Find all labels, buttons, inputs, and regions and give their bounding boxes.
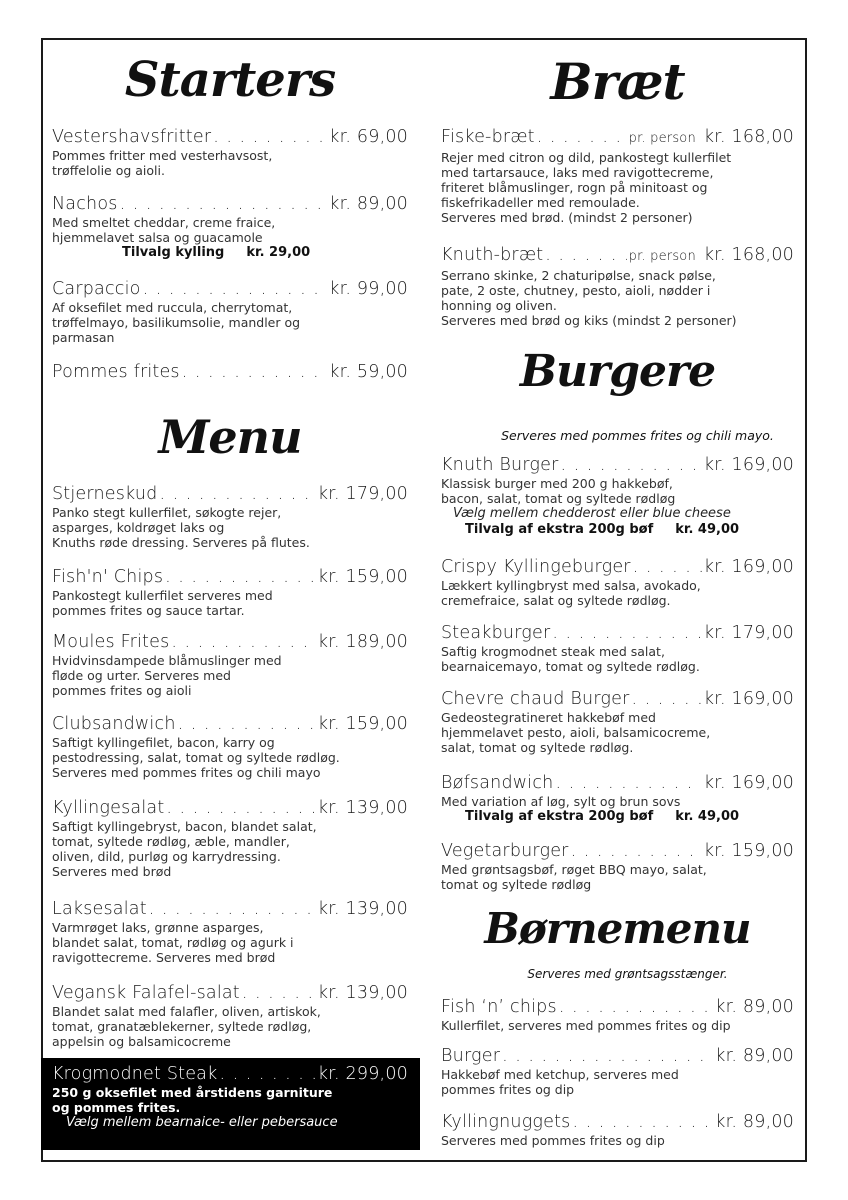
item-price: kr. 159,00 — [703, 841, 794, 861]
heading-starters: Starters — [124, 52, 336, 108]
menu-item — [52, 714, 408, 780]
leader-dots — [545, 245, 626, 265]
item-name: Moules Frites — [52, 632, 170, 652]
item-description: Gedeostegratineret hakkebøf med hjemmelavet pesto, aioli, balsamicocreme, salat, tomat og syltede rødløg. — [441, 710, 711, 755]
per-person-label: pr. person — [628, 131, 696, 146]
item-name: Carpaccio — [52, 279, 141, 299]
item-description: Pankostegt kullerfilet serveres med pommes frites og sauce tartar. — [52, 588, 273, 618]
item-description: Blandet salat med falafler, oliven, artiskok, tomat, granatæblekerner, syltede rødløg, appelsin og balsamicocreme — [52, 1004, 321, 1049]
leader-dots — [213, 127, 327, 147]
leader-dots — [559, 997, 713, 1017]
item-name: Crispy Kyllingeburger — [441, 557, 631, 577]
item-name: Krogmodnet Steak — [52, 1064, 218, 1084]
item-price: kr. 89,00 — [329, 194, 408, 214]
menu-item — [441, 127, 794, 225]
leader-dots — [560, 455, 701, 475]
leader-dots — [537, 127, 627, 147]
item-description: Panko stegt kullerfilet, søkogte rejer, asparges, koldrøget laks og Knuths røde dressing. Serveres på flutes. — [52, 505, 310, 550]
item-price: kr. 169,00 — [703, 557, 794, 577]
leader-dots — [165, 567, 316, 587]
item-description: Klassisk burger med 200 g hakkebøf, bacon, salat, tomat og syltede rødløg — [441, 476, 676, 506]
item-price: kr. 159,00 — [317, 714, 408, 734]
leader-dots — [178, 714, 316, 734]
item-description: Varmrøget laks, grønne asparges, blandet salat, tomat, rødløg og agurk i ravigottecreme. Serveres med brød — [52, 920, 294, 965]
item-name: Steakburger — [441, 623, 551, 643]
item-price: kr. 169,00 — [703, 689, 794, 709]
item-description: Hvidvinsdampede blåmuslinger med fløde og urter. Serveres med pommes frites og aioli — [52, 653, 282, 698]
item-addon: Tilvalg af ekstra 200g bøf kr. 49,00 — [465, 522, 740, 537]
leader-dots — [149, 899, 316, 919]
leader-dots — [502, 1046, 713, 1066]
item-price: kr. 169,00 — [703, 773, 794, 793]
cheese-note: Vælg mellem chedderost eller blue cheese — [453, 506, 731, 521]
menu-item — [441, 1112, 794, 1148]
item-name: Pommes frites — [52, 362, 180, 382]
item-name: Knuth-bræt — [441, 245, 544, 265]
item-name: Vestershavsfritter — [52, 127, 212, 147]
heading-braet: Bræt — [550, 52, 685, 111]
item-price: kr. 99,00 — [329, 279, 408, 299]
menu-item — [52, 798, 408, 879]
item-addon: Tilvalg kylling kr. 29,00 — [122, 245, 311, 260]
item-name: Kyllingesalat — [52, 798, 165, 818]
item-name: Vegetarburger — [441, 841, 569, 861]
item-price: kr. 89,00 — [715, 1112, 794, 1132]
leader-dots — [555, 773, 701, 793]
item-price: kr. 139,00 — [317, 983, 408, 1003]
item-price: kr. 189,00 — [317, 632, 408, 652]
heading-bornemenu: Børnemenu — [484, 904, 751, 953]
heading-burgere: Burgere — [519, 346, 716, 397]
leader-dots — [631, 689, 701, 709]
menu-item — [441, 841, 794, 892]
item-description: Hakkebøf med ketchup, serveres med pommes frites og dip — [441, 1067, 679, 1097]
leader-dots — [552, 623, 702, 643]
item-name: Vegansk Falafel-salat — [52, 983, 240, 1003]
item-description: Rejer med citron og dild, pankostegt kullerfilet med tartarsauce, laks med ravigottecreme, friteret blåmuslinger, rogn på minitoast og fiskefrikadeller med remoulade. Serveres med brød. (mindst 2 personer) — [441, 150, 732, 225]
item-description: Saftigt kyllingebryst, bacon, blandet salat, tomat, syltede rødløg, æble, mandler, oliven, dild, purløg og karrydressing. Serveres med brød — [52, 819, 317, 879]
item-price: kr. 89,00 — [715, 1046, 794, 1066]
item-description: Kullerfilet, serveres med pommes frites og dip — [441, 1018, 731, 1033]
menu-item — [441, 455, 794, 538]
menu-item — [52, 194, 408, 261]
menu-item — [52, 899, 408, 965]
menu-item — [441, 689, 794, 755]
leader-dots — [159, 484, 315, 504]
item-name: Kyllingnuggets — [441, 1112, 571, 1132]
item-price: kr. 169,00 — [703, 455, 794, 475]
leader-dots — [120, 194, 328, 214]
item-description: 250 g oksefilet med årstidens garniture og pommes frites. — [52, 1085, 333, 1115]
menu-item — [441, 245, 794, 328]
item-name: Bøfsandwich — [441, 773, 554, 793]
item-name: Burger — [441, 1046, 501, 1066]
item-description: Med grøntsagsbøf, røget BBQ mayo, salat, tomat og syltede rødløg — [441, 862, 707, 892]
item-name: Fiske-bræt — [441, 127, 535, 147]
item-price: kr. 179,00 — [703, 623, 794, 643]
heading-menu: Menu — [158, 410, 302, 464]
item-description: Pommes fritter med vesterhavsost, trøffelolie og aioli. — [52, 148, 273, 178]
leader-dots — [171, 632, 316, 652]
item-price: kr. 299,00 — [317, 1064, 408, 1084]
item-name: Fish'n' Chips — [52, 567, 164, 587]
item-price: kr. 159,00 — [317, 567, 408, 587]
bornemenu-note: Serveres med grøntsagsstænger. — [527, 967, 728, 981]
menu-item — [52, 279, 408, 345]
leader-dots — [242, 983, 316, 1003]
item-description: Med smeltet cheddar, creme fraice, hjemmelavet salsa og guacamole — [52, 215, 276, 245]
item-description: Saftig krogmodnet steak med salat, bearnaicemayo, tomat og syltede rødløg. — [441, 644, 700, 674]
item-description: Af oksefilet med ruccula, cherrytomat, trøffelmayo, basilikumsolie, mandler og parmasan — [52, 300, 301, 345]
item-price: kr. 59,00 — [329, 362, 408, 382]
item-price: kr. 168,00 — [703, 245, 794, 265]
leader-dots — [571, 841, 702, 861]
item-price: kr. 168,00 — [703, 127, 794, 147]
item-price: kr. 69,00 — [329, 127, 408, 147]
item-description: Serveres med pommes frites og dip — [441, 1133, 665, 1148]
leader-dots — [219, 1064, 315, 1084]
menu-item — [52, 983, 408, 1049]
leader-dots — [572, 1112, 713, 1132]
menu-item — [52, 632, 408, 698]
menu-item — [441, 623, 794, 674]
item-name: Clubsandwich — [52, 714, 176, 734]
menu-item — [52, 127, 408, 178]
item-price: kr. 89,00 — [715, 997, 794, 1017]
leader-dots — [143, 279, 328, 299]
item-name: Stjerneskud — [52, 484, 158, 504]
item-price: kr. 139,00 — [317, 899, 408, 919]
item-name: Chevre chaud Burger — [441, 689, 630, 709]
menu-item — [52, 362, 408, 382]
item-name: Nachos — [52, 194, 118, 214]
item-price: kr. 139,00 — [317, 798, 408, 818]
menu-item — [441, 997, 794, 1033]
sauce-note: Vælg mellem bearnaice- eller pebersauce — [66, 1115, 338, 1130]
item-description: Saftigt kyllingefilet, bacon, karry og pestodressing, salat, tomat og syltede rødløg. Serveres med pommes frites og chili mayo — [52, 735, 340, 780]
item-addon: Tilvalg af ekstra 200g bøf kr. 49,00 — [465, 809, 740, 824]
menu-item — [52, 484, 408, 550]
menu-item — [441, 557, 794, 608]
menu-item — [441, 773, 794, 825]
item-price: kr. 179,00 — [317, 484, 408, 504]
item-description: Serrano skinke, 2 chaturipølse, snack pølse, pate, 2 oste, chutney, pesto, aioli, nødder i honning og oliven. Serveres med brød og kiks (mindst 2 personer) — [441, 268, 737, 328]
item-name: Fish ‘n’ chips — [441, 997, 557, 1017]
menu-item — [52, 567, 408, 618]
item-description: Med variation af løg, sylt og brun sovs — [441, 794, 681, 809]
item-name: Laksesalat — [52, 899, 147, 919]
leader-dots — [182, 362, 328, 382]
menu-item — [441, 1046, 794, 1097]
item-name: Knuth Burger — [441, 455, 559, 475]
highlight-steak-box — [41, 1058, 420, 1150]
burgere-note: Serveres med pommes frites og chili mayo. — [501, 428, 774, 443]
item-description: Lækkert kyllingbryst med salsa, avokado, cremefraice, salat og syltede rødløg. — [441, 578, 701, 608]
leader-dots — [633, 557, 702, 577]
per-person-label: pr. person — [628, 249, 696, 264]
leader-dots — [166, 798, 316, 818]
